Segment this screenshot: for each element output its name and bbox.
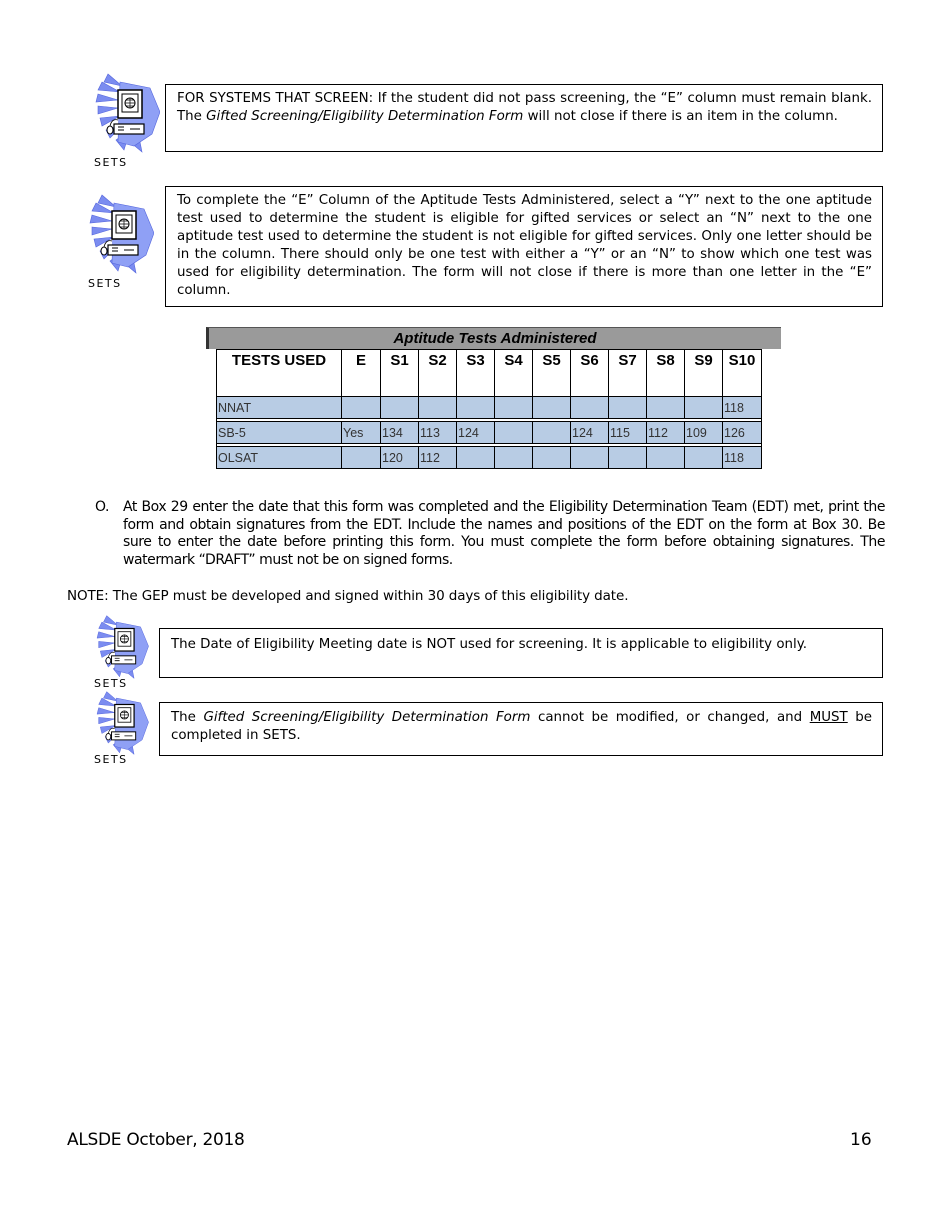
list-item-text xyxy=(123,499,885,569)
cell xyxy=(381,397,419,419)
header-cell: S3 xyxy=(457,350,495,397)
gep-note: NOTE: The GEP must be developed and signed within 30 days of this eligibility date. xyxy=(67,588,629,604)
cell: Yes xyxy=(342,422,381,444)
box4-tail: be completed in SETS. xyxy=(171,710,873,743)
cell xyxy=(571,397,609,419)
sets-label: SETS xyxy=(94,677,128,690)
cell: 124 xyxy=(457,422,495,444)
header-cell: E xyxy=(342,350,381,397)
cell: 118 xyxy=(723,447,762,469)
header-cell: S7 xyxy=(609,350,647,397)
footer-source-date: ALSDE October, 2018 xyxy=(67,1130,245,1150)
cell xyxy=(457,447,495,469)
cell: 124 xyxy=(571,422,609,444)
cell xyxy=(533,422,571,444)
cell: 118 xyxy=(723,397,762,419)
box1-tail: will not close if there is an item in the column. xyxy=(523,109,838,124)
aptitude-tests-table xyxy=(216,349,762,469)
cell: 112 xyxy=(647,422,685,444)
e-column-note-box xyxy=(165,186,883,307)
box3-text: The Date of Eligibility Meeting date is NOT used for screening. It is applicable to eligibility only. xyxy=(171,637,808,652)
page-number: 16 xyxy=(850,1130,872,1150)
cell: 112 xyxy=(419,447,457,469)
sets-note-1 xyxy=(94,72,164,172)
box4-lead: The xyxy=(171,710,204,725)
sets-label: SETS xyxy=(94,753,128,766)
cell: 109 xyxy=(685,422,723,444)
list-marker: O. xyxy=(95,499,110,515)
sets-label: SETS xyxy=(88,277,122,290)
header-cell: S4 xyxy=(495,350,533,397)
sets-note-4 xyxy=(94,690,164,770)
sets-note-3 xyxy=(94,614,164,694)
table-row xyxy=(217,397,762,419)
cell xyxy=(647,447,685,469)
cell: 134 xyxy=(381,422,419,444)
sets-note-2 xyxy=(88,193,158,293)
box2-text: To complete the “E” Column of the Aptitude Tests Administered, select a “Y” next to the one aptitude test used to determine the student is eligible for gifted services or select an “N” next to the one aptitude test used to determine the student is not eligible for gifted services. Only one letter should be in the column. There should only be one test with either a “Y” or an “N” to show which one test was used for eligibility determination. The form will not close if there is more than one letter in the “E” column. xyxy=(177,193,872,298)
cell xyxy=(457,397,495,419)
box1-lead: FOR SYSTEMS THAT SCREEN: If the student did not pass screening, the “E” column must remain blank. The xyxy=(177,91,872,124)
cell xyxy=(495,397,533,419)
cell xyxy=(685,447,723,469)
screening-note-box xyxy=(165,84,883,152)
cell xyxy=(685,397,723,419)
cell: 113 xyxy=(419,422,457,444)
header-cell: S1 xyxy=(381,350,419,397)
header-cell: S10 xyxy=(723,350,762,397)
cell xyxy=(609,397,647,419)
cell: 115 xyxy=(609,422,647,444)
box1-form-name: Gifted Screening/Eligibility Determination Form xyxy=(206,109,524,124)
header-cell: S5 xyxy=(533,350,571,397)
header-cell: S9 xyxy=(685,350,723,397)
cell: 120 xyxy=(381,447,419,469)
cell xyxy=(495,447,533,469)
header-cell: S8 xyxy=(647,350,685,397)
cell: OLSAT xyxy=(217,447,342,469)
header-cell: TESTS USED xyxy=(217,350,342,397)
cell xyxy=(609,447,647,469)
form-cannot-be-modified-note-box xyxy=(159,702,883,756)
header-cell: S6 xyxy=(571,350,609,397)
cell xyxy=(533,447,571,469)
table-row xyxy=(217,422,762,444)
table-row xyxy=(217,447,762,469)
box4-mid: cannot be modified, or changed, and xyxy=(530,710,810,725)
aptitude-tests-table-image xyxy=(206,327,781,472)
item-o-part1: At Box 29 enter the date that this form was completed and the Eligibility Determination Team (EDT) met, print the form and obtain signatures from the EDT. Include the names and positions of the EDT on the form at Box 30. Be sure to enter the date xyxy=(123,499,885,550)
eligibility-meeting-note-box xyxy=(159,628,883,678)
item-o-part2: printing this form. You must complete the form before obtaining signatures. The watermark “DRAFT” must not be on signed forms. xyxy=(123,534,885,568)
computer-icon xyxy=(94,690,150,756)
box4-form-name: Gifted Screening/Eligibility Determination Form xyxy=(203,710,531,725)
cell xyxy=(419,397,457,419)
cell: SB-5 xyxy=(217,422,342,444)
cell xyxy=(647,397,685,419)
cell xyxy=(495,422,533,444)
table-title: Aptitude Tests Administered xyxy=(206,327,781,349)
computer-icon xyxy=(88,193,154,275)
item-o-before: before xyxy=(283,534,326,550)
computer-icon xyxy=(94,614,150,680)
sets-label: SETS xyxy=(94,156,128,169)
cell: NNAT xyxy=(217,397,342,419)
cell xyxy=(533,397,571,419)
cell xyxy=(571,447,609,469)
cell xyxy=(342,447,381,469)
cell: 126 xyxy=(723,422,762,444)
table-header-row xyxy=(217,350,762,397)
box4-must: MUST xyxy=(809,710,848,725)
computer-icon xyxy=(94,72,160,154)
header-cell: S2 xyxy=(419,350,457,397)
cell xyxy=(342,397,381,419)
